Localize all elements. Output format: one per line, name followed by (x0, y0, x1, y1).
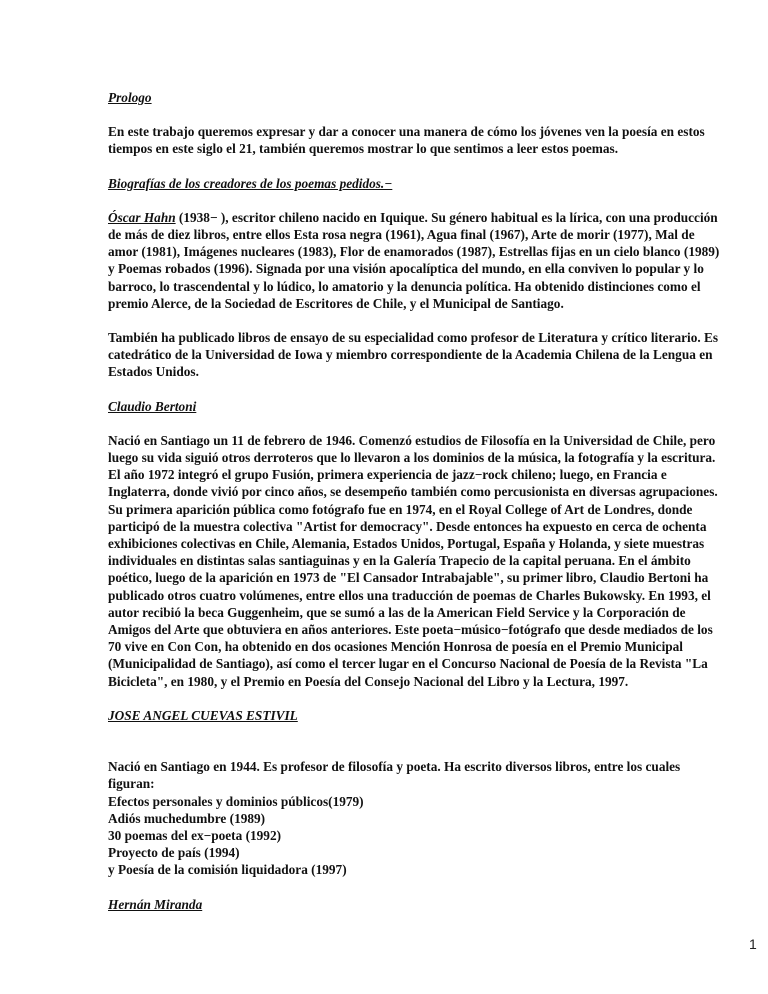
hahn-bio-text: (1938− ), escritor chileno nacido en Iquique. Su género habitual es la lírica, con una producción de más de diez libros, entre ellos Esta rosa negra (1961), Agua final (1967), Arte de morir (1977), Mal de amor (1981), Imágenes nucleares (1983), Flor de enamorados (1987), Estrellas fijas en un cielo blanco (1989) y Poemas robados (1996). Signada por una visión apocalíptica del mundo, en ella conviven lo popular y lo barroco, lo trascendental y lo lúdico, lo amatorio y la denuncia política. Ha obtenido distinciones como el premio Alerce, de la Sociedad de Escritores de Chile, y el Municipal de Santiago. (108, 209, 720, 311)
cuevas-book-item: Proyecto de país (1994) (108, 845, 240, 861)
cuevas-book-item: y Poesía de la comisión liquidadora (1997) (108, 862, 347, 878)
prologue-text: En este trabajo queremos expresar y dar a conocer una manera de cómo los jóvenes ven la poesía en estos tiempos en este siglo el 21, también queremos mostrar lo que sentimos a leer estos poemas. (108, 124, 705, 157)
cuevas-heading: JOSE ANGEL CUEVAS ESTIVIL (108, 707, 298, 723)
document-page (108, 89, 720, 930)
hahn-paragraph-1 (108, 209, 720, 312)
biographies-heading: Biografías de los creadores de los poemas pedidos.− (108, 175, 393, 191)
cuevas-bio (108, 758, 720, 878)
cuevas-book-item: Adiós muchedumbre (1989) (108, 810, 266, 826)
bertoni-paragraph: Nació en Santiago un 11 de febrero de 1946. Comenzó estudios de Filosofía en la Universidad de Chile, pero luego su vida siguió otros derroteros que lo llevaron a los dominios de la música, la fotografía y la escritura. El año 1972 integró el grupo Fusión, primera experiencia de jazz−rock chileno; luego, en Francia e Inglaterra, donde vivió por cinco años, se desempeño también como percusionista en diversas agrupaciones. Su primera aparición pública como fotógrafo fue en 1974, en el Royal College of Art de Londres, donde participó de la muestra colectiva "Artist for democracy". Desde entonces ha expuesto en cerca de ochenta exhibiciones colectivas en Chile, Alemania, Estados Unidos, Portugal, España y Holanda, y siete muestras individuales en distintas salas santiaguinas y en la Galería Trapecio de la capital peruana. En el ámbito poético, luego de la aparición en 1973 de "El Cansador Intrabajable", su primer libro, Claudio Bertoni ha publicado otros cuatro volúmenes, entre ellos una traducción de poemas de Charles Bukowsky. En 1993, el autor recibió la beca Guggenheim, que se sumó a las de la American Field Service y la Corporación de Amigos del Arte que obtuviera en años anteriores. Este poeta−músico−fotógrafo que desde mediados de los 70 vive en Con Con, ha obtenido en dos ocasiones Mención Honrosa de poesía en el Premio Municipal (Municipalidad de Santiago), así como el tercer lugar en el Concurso Nacional de Poesía de la Revista "La Bicicleta", en 1980, y el Premio en Poesía del Consejo Nacional del Libro y la Lectura, 1997. (108, 432, 718, 689)
hahn-paragraph-2: También ha publicado libros de ensayo de su especialidad como profesor de Literatura y crítico literario. Es catedrático de la Universidad de Iowa y miembro correspondiente de la Academia Chilena de la Lengua en Estados Unidos. (108, 330, 719, 380)
cuevas-book-item: Efectos personales y dominios públicos(1979) (108, 793, 364, 809)
cuevas-intro: Nació en Santiago en 1944. Es profesor de filosofía y poeta. Ha escrito diversos libros, entre los cuales figuran: (108, 759, 681, 792)
prologue-heading: Prologo (108, 90, 152, 105)
hahn-name: Óscar Hahn (108, 209, 176, 225)
miranda-heading: Hernán Miranda (108, 896, 203, 912)
cuevas-book-item: 30 poemas del ex−poeta (1992) (108, 827, 282, 843)
page-number: 1 (749, 936, 757, 952)
bertoni-heading: Claudio Bertoni (108, 398, 197, 414)
